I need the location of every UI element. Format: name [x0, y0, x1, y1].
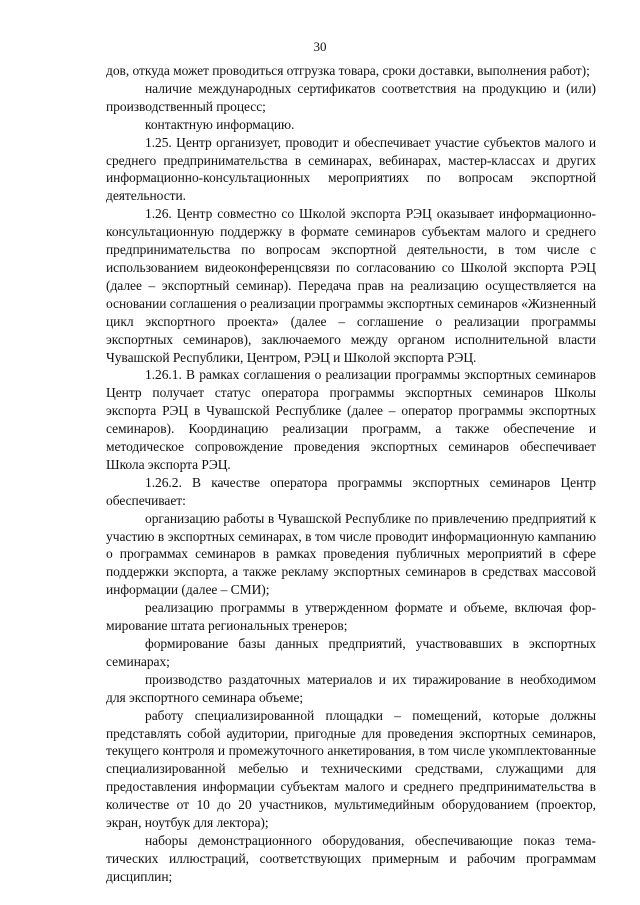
- paragraph-program-implementation: реализацию программы в утвержденном формате и объеме, включая формирование штата региональных тренеров;: [106, 600, 596, 634]
- paragraph-1-26: 1.26. Центр совместно со Школой экспорта РЭЦ оказывает информационно-консультационную поддержку в формате семинаров субъектам малого и среднего предпринимательства по вопросам экспортной деятельности, в том числе с использованием видеоконференцсвязи по согласованию со Школой экспорта РЭЦ (далее – экспортный семинар). Передача прав на реализацию осуществляется на основании соглашения о реализации программы экспортных семинаров «Жизненный цикл экспортного проекта» (далее – соглашение о реализации программы экспортных семинаров), заключаемого между органом исполнительной власти Чувашской Республики, Центром, РЭЦ и Школой экспорта РЭЦ.: [106, 206, 596, 365]
- paragraph-organization-work: организацию работы в Чувашской Республике по привлечению предприятий к участию в экспортных семинарах, в том числе проводит информационную кампанию о программах семинаров в рамках проведения публичных мероприятий в сфере поддержки экспорта, а также рекламу экспортных семинаров в средствах массовой информации (далее – СМИ);: [106, 510, 596, 598]
- paragraph-delivery-terms: дов, откуда может проводиться отгрузка товара, сроки доставки, выполнения работ);: [106, 63, 590, 78]
- paragraph-demo-equipment: наборы демонстрационного оборудования, обеспечивающие показ тематических иллюстраций, соответствующих примерным и рабочим программам дисциплин;: [106, 832, 596, 884]
- paragraph-database: формирование базы данных предприятий, участвовавших в экспортных семинарах;: [106, 636, 596, 669]
- paragraph-1-26-2: 1.26.2. В качестве оператора программы экспортных семинаров Центр обеспечивает:: [106, 474, 596, 508]
- paragraph-handouts: производство раздаточных материалов и их тиражирование в необходимом для экспортного семинара объеме;: [106, 671, 596, 705]
- paragraph-venue: работу специализированной площадки – помещений, которые должны представлять собой аудитории, пригодные для проведения экспортных семинаров, текущего контроля и промежуточного анкетирования, в том числе укомплектованные специализированной мебелью и техническими средствами, служащими для предоставления информации субъектам малого и среднего предпринимательства в количестве от 10 до 20 участников, мультимедийным оборудованием (проектор, экран, ноутбук для лектора);: [106, 707, 596, 831]
- paragraph-certificates: наличие международных сертификатов соответствия на продукцию и (или) производственный процесс;: [106, 80, 596, 114]
- document-body: [106, 62, 596, 886]
- paragraph-1-25: 1.25. Центр организует, проводит и обеспечивает участие субъектов малого и среднего предпринимательства в семинарах, вебинарах, мастер-классах и других информационно-консультационных мероприятиях по вопросам экспортной деятельности.: [106, 134, 596, 204]
- page-number: 30: [313, 39, 327, 54]
- paragraph-contact-info: контактную информацию.: [145, 116, 295, 132]
- paragraph-1-26-1: 1.26.1. В рамках соглашения о реализации программы экспортных семинаров Центр получает статус оператора программы экспортных семинаров Школы экспорта РЭЦ в Чувашской Республике (далее – оператор программы экспортных семинаров). Координацию реализации программ, а также обеспечение и методическое сопровождение проведения экспортных семинаров обеспечивает Школа экспорта РЭЦ.: [106, 367, 596, 472]
